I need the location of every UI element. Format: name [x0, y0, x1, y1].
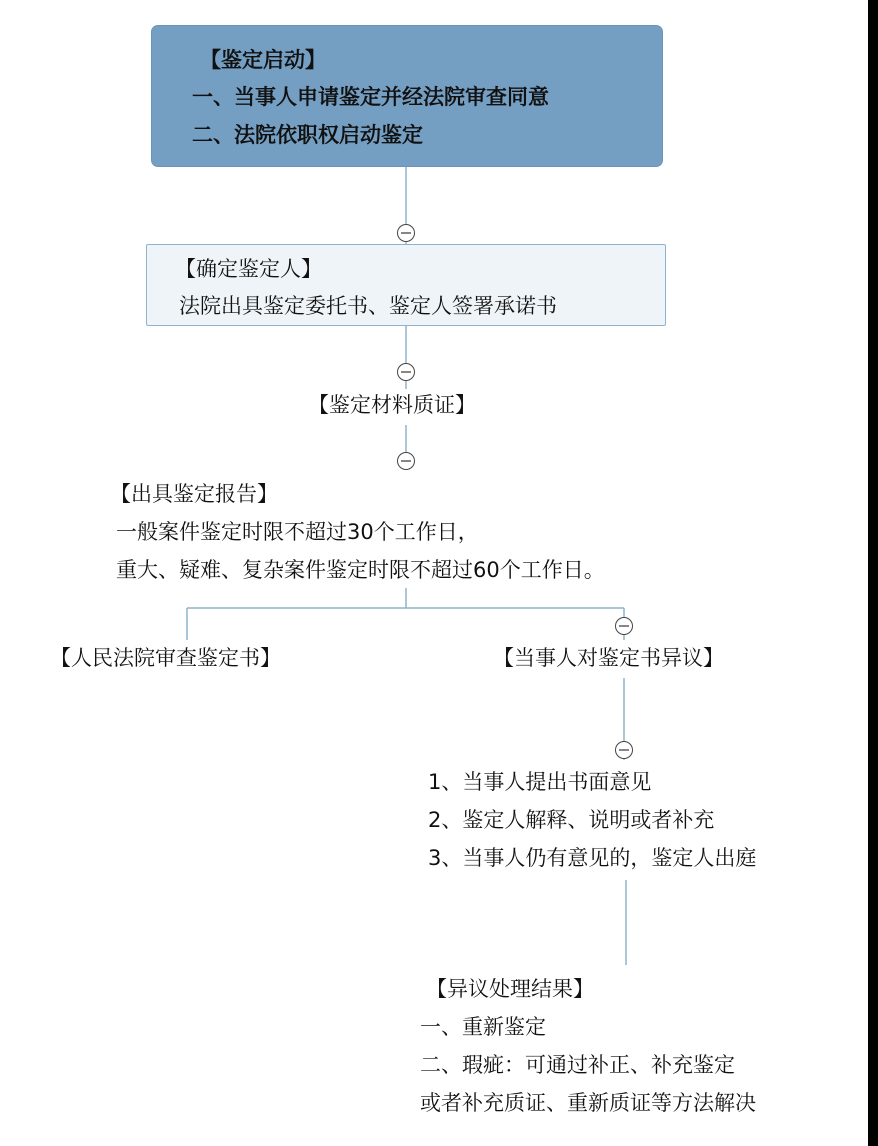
node-assign-title: 【确定鉴定人】 [175, 257, 322, 281]
node-result-title: 【异议处理结果】 [426, 977, 594, 1001]
node-start-title: 【鉴定启动】 [200, 48, 326, 72]
node-cross-exam-title: 【鉴定材料质证】 [308, 393, 476, 417]
node-result-line: 二、瑕疵：可通过补正、补充鉴定 [420, 1053, 735, 1077]
right-edge-border [868, 0, 878, 1146]
node-report-line: 一般案件鉴定时限不超过30个工作日， [116, 520, 479, 544]
node-objection-step: 3、当事人仍有意见的，鉴定人出庭 [428, 846, 757, 870]
node-result-line: 或者补充质证、重新质证等方法解决 [420, 1091, 756, 1115]
node-report-title: 【出具鉴定报告】 [110, 482, 278, 506]
node-start-item: 一、当事人申请鉴定并经法院审查同意 [192, 85, 549, 109]
node-report-line: 重大、疑难、复杂案件鉴定时限不超过60个工作日。 [116, 558, 605, 582]
node-start[interactable] [152, 26, 662, 166]
node-objection-step: 2、鉴定人解释、说明或者补充 [428, 808, 715, 832]
node-court-review-title: 【人民法院审查鉴定书】 [50, 646, 281, 670]
node-assign-text: 法院出具鉴定委托书、鉴定人签署承诺书 [179, 294, 557, 318]
node-objection-step: 1、当事人提出书面意见 [428, 770, 652, 794]
node-result-line: 一、重新鉴定 [420, 1015, 546, 1039]
node-start-item: 二、法院依职权启动鉴定 [192, 123, 423, 147]
node-objection-title: 【当事人对鉴定书异议】 [493, 646, 724, 670]
node-assign[interactable] [146, 244, 666, 326]
